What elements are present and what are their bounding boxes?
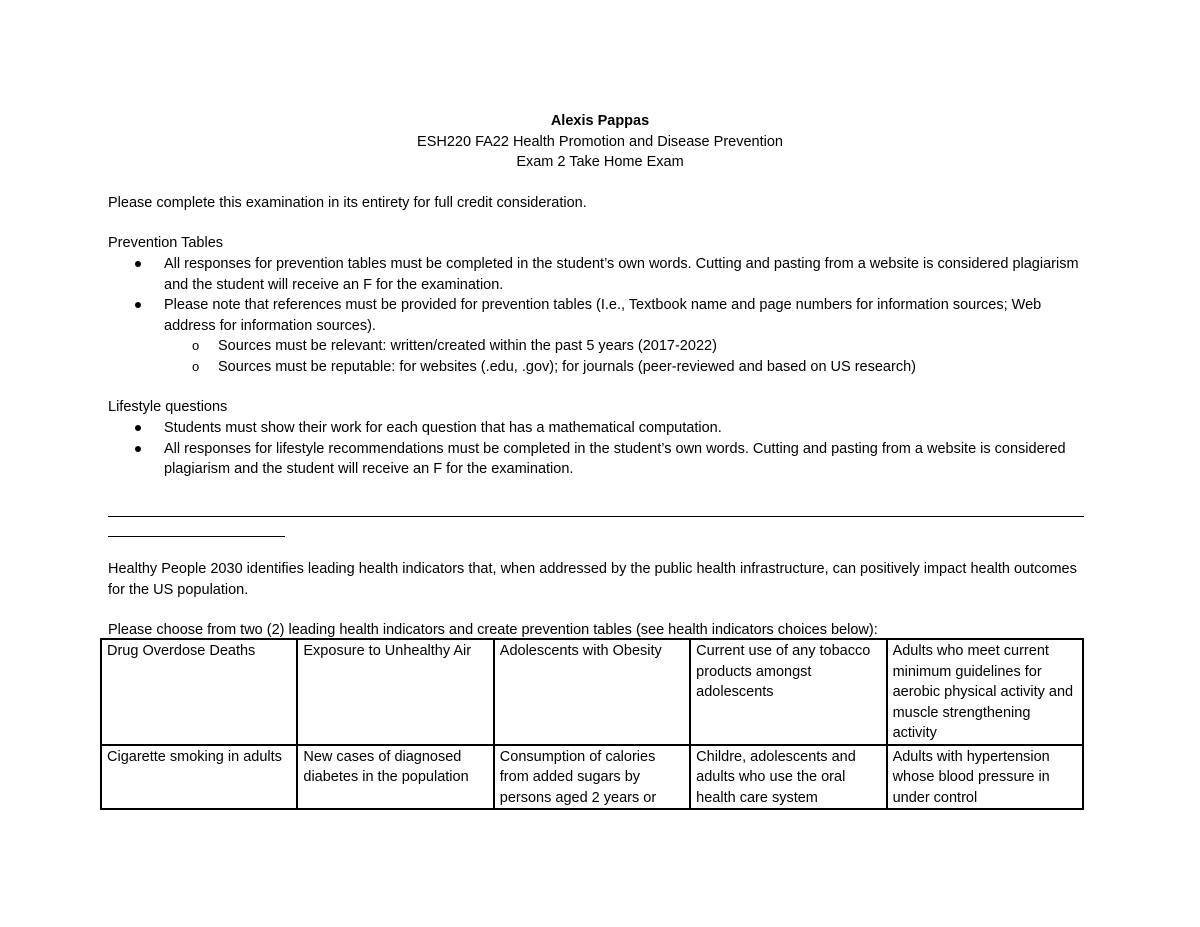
document-header — [0, 111, 1200, 173]
student-name: Alexis Pappas — [550, 113, 650, 129]
bullet-icon — [135, 261, 141, 267]
list-item: Please note that references must be provided for prevention tables (I.e., Textbook name and page numbers for information sources; Web address for information sources). o Sources must be relevant: written/created within the past 5 years (2017-2022) o Sources must be reputable: for websites (.edu, .gov); for journals (peer-reviewed and based on US research) — [108, 295, 1088, 377]
circle-bullet-icon: o — [192, 338, 200, 353]
list-item: All responses for prevention tables must be completed in the student’s own words. Cutting and pasting from a website is considered plagiarism and the student will receive an F for the examination. — [108, 254, 1088, 295]
prevention-list — [108, 254, 1088, 377]
table-cell: Adults who meet current minimum guidelines for aerobic physical activity and muscle strengthening activity — [887, 639, 1083, 745]
table-row — [101, 745, 1083, 810]
healthy-people-text: Healthy People 2030 identifies leading health indicators that, when addressed by the public health infrastructure, can positively impact health outcomes for the US population. — [108, 561, 1077, 598]
lifestyle-heading: Lifestyle questions — [108, 399, 228, 415]
prevention-heading: Prevention Tables — [108, 235, 224, 251]
table-row — [101, 639, 1083, 745]
horizontal-divider — [108, 516, 1084, 517]
list-item: Students must show their work for each question that has a mathematical computation. — [108, 418, 1088, 439]
table-cell: Childre, adolescents and adults who use the oral health care system — [690, 745, 886, 810]
table-cell: Drug Overdose Deaths — [101, 639, 297, 745]
table-cell: Adults with hypertension whose blood pressure in under control — [887, 745, 1083, 810]
sub-list-item: o Sources must be reputable: for websites (.edu, .gov); for journals (peer-reviewed and based on US research) — [108, 357, 1088, 378]
table-cell: Cigarette smoking in adults — [101, 745, 297, 810]
table-cell: Current use of any tobacco products amongst adolescents — [690, 639, 886, 745]
bullet-icon — [135, 446, 141, 452]
exam-title: Exam 2 Take Home Exam — [516, 154, 684, 170]
table-cell: New cases of diagnosed diabetes in the population — [297, 745, 493, 810]
choose-prompt: Please choose from two (2) leading health indicators and create prevention tables (see health indicators choices below): — [108, 622, 878, 638]
health-indicators-table — [100, 638, 1084, 810]
lifestyle-list — [108, 418, 1088, 480]
table-cell: Adolescents with Obesity — [494, 639, 690, 745]
intro-text: Please complete this examination in its entirety for full credit consideration. — [108, 195, 587, 211]
table-cell: Exposure to Unhealthy Air — [297, 639, 493, 745]
course-title: ESH220 FA22 Health Promotion and Disease Prevention — [417, 133, 783, 150]
short-divider — [108, 536, 285, 537]
list-item: All responses for lifestyle recommendations must be completed in the student’s own words. Cutting and pasting from a website is considered plagiarism and the student will receive an F for the examination. — [108, 439, 1088, 480]
sources-sublist — [164, 336, 1088, 377]
sub-list-item: o Sources must be relevant: written/created within the past 5 years (2017-2022) — [108, 336, 1088, 357]
bullet-icon — [135, 302, 141, 308]
table-cell: Consumption of calories from added sugars by persons aged 2 years or — [494, 745, 690, 810]
bullet-icon — [135, 425, 141, 431]
circle-bullet-icon: o — [192, 358, 200, 374]
